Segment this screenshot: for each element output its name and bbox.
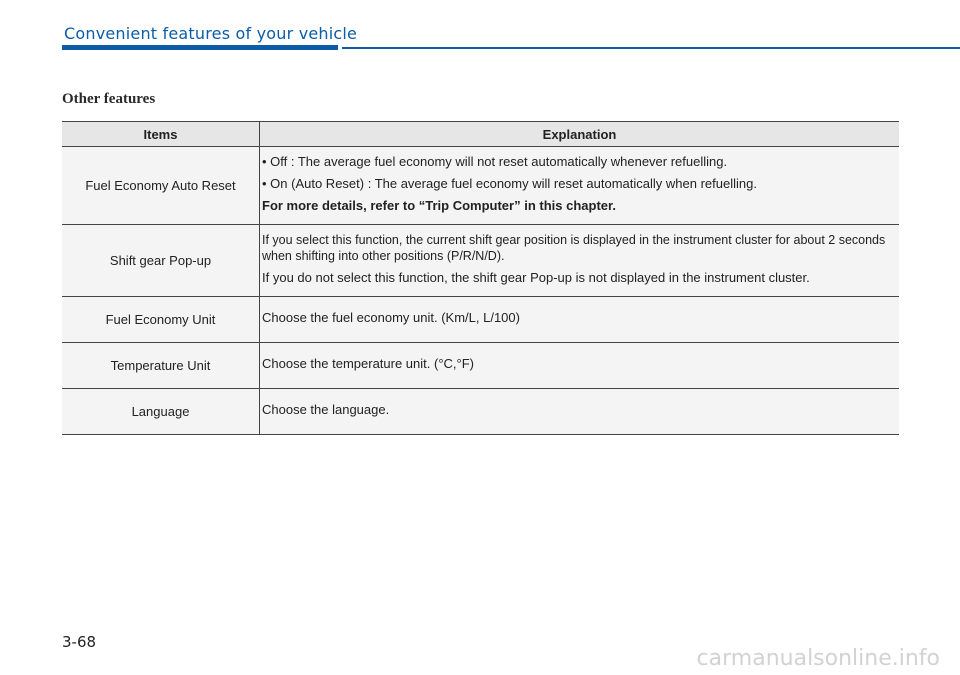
header-accent-bar: [62, 45, 338, 50]
row-explanation: [260, 147, 900, 225]
table-row: [62, 147, 899, 225]
page-header-title: Convenient features of your vehicle: [64, 24, 358, 43]
row-item-label: Fuel Economy Auto Reset: [62, 147, 260, 225]
column-header-explanation: Explanation: [260, 122, 900, 147]
explanation-line: Choose the language.: [262, 402, 390, 417]
watermark: carmanualsonline.info: [696, 646, 940, 671]
row-explanation: [260, 389, 900, 435]
explanation-note: For more details, refer to “Trip Computer” in this chapter.: [262, 198, 616, 213]
row-item-label: Fuel Economy Unit: [62, 297, 260, 343]
explanation-line: Choose the fuel economy unit. (Km/L, L/100): [262, 310, 520, 325]
explanation-line: • Off : The average fuel economy will not reset automatically whenever refuelling.: [262, 154, 728, 169]
table-row: [62, 297, 899, 343]
table-header-row: [62, 122, 899, 147]
row-explanation: [260, 225, 900, 297]
explanation-line: Choose the temperature unit. (°C,°F): [262, 356, 474, 371]
column-header-items: Items: [62, 122, 260, 147]
row-explanation: [260, 297, 900, 343]
row-item-label: Temperature Unit: [62, 343, 260, 389]
section-title: Other features: [62, 91, 156, 107]
explanation-line: If you do not select this function, the shift gear Pop-up is not displayed in the instrument cluster.: [262, 270, 810, 285]
features-table: [62, 121, 899, 435]
table-row: [62, 389, 899, 435]
row-explanation: [260, 343, 900, 389]
page-number: 3-68: [62, 633, 97, 651]
row-item-label: Shift gear Pop-up: [62, 225, 260, 297]
table-row: [62, 225, 899, 297]
explanation-line: • On (Auto Reset) : The average fuel economy will reset automatically when refuelling.: [262, 176, 757, 191]
explanation-line: If you select this function, the current shift gear position is displayed in the instrument cluster for about 2 seconds when shifting into other positions (P/R/N/D).: [262, 233, 886, 263]
header-rule: [342, 47, 960, 49]
row-item-label: Language: [62, 389, 260, 435]
table-row: [62, 343, 899, 389]
